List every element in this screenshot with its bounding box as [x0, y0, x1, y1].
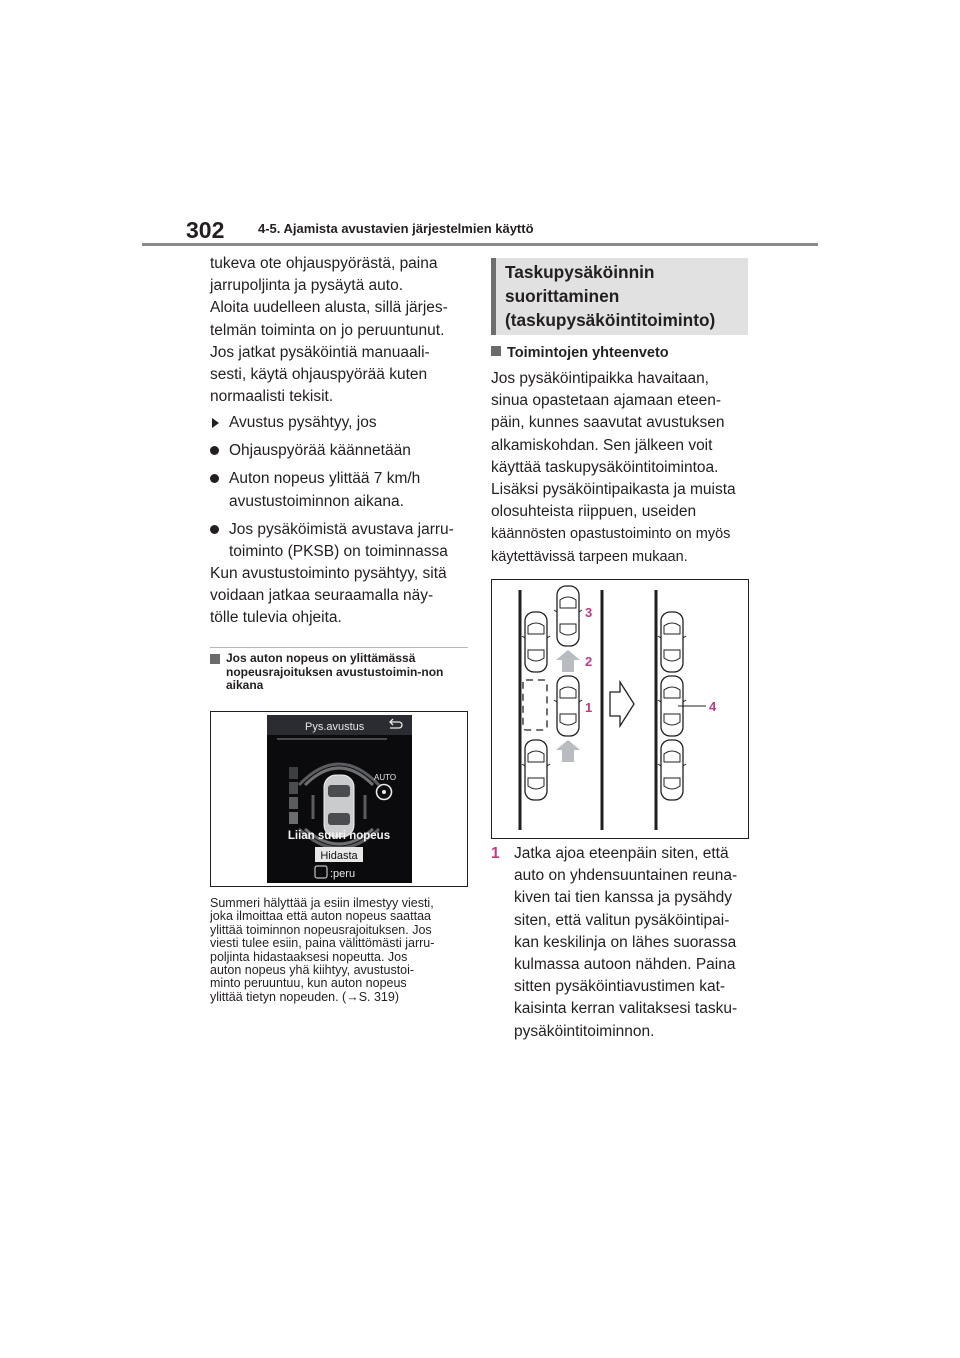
section-header: 4-5. Ajamista avustavien järjestelmien käyttö [258, 221, 534, 236]
header-rule [142, 243, 818, 246]
text-line: jarrupoljinta ja pysäytä auto. [210, 277, 404, 295]
up-arrow-icon [556, 650, 580, 672]
action-text: Hidasta [320, 850, 358, 862]
vehicle-icon [324, 775, 354, 837]
text-line: alkamiskohdan. Sen jälkeen voit [491, 436, 713, 454]
section-title-box [491, 258, 748, 335]
section-accent-bar [491, 258, 496, 335]
text-line: olosuhteista riippuen, useiden [491, 503, 697, 521]
warning-text: Liian suuri nopeus [287, 830, 391, 842]
speed-subheading: Jos auton nopeus on ylittämässä nopeusrajoituksen avustustoimin-non aikana [210, 652, 468, 693]
square-bullet-icon [491, 346, 501, 356]
own-car-position-3 [554, 586, 582, 646]
list-intro: Avustus pysähtyy, jos [210, 412, 472, 434]
step-text: Jatka ajoa eteenpäin siten, että auto on yhdensuuntainen reuna- kiven tai tien kanssa ja pysähdy siten, että valitun pysäköintipai- kan keskilinja on lähes suorassa kulmassa autoon nähden. Paina sitten pysäköintiavustimen kat- kaisinta kerran valitaksesi tasku- pysäköintitoiminnon. [514, 845, 738, 1040]
parked-car [658, 740, 686, 800]
text-line: Jos jatkat pysäköintiä manuaali- [210, 343, 430, 361]
list-item: Jos pysäköimistä avustava jarru-toiminto (PKSB) on toiminnassa [210, 519, 472, 563]
triangle-bullet-icon [212, 418, 219, 428]
text-line: Kun avustustoiminto pysähtyy, sitä [210, 565, 447, 582]
auto-label: AUTO [374, 773, 397, 782]
text-line: normaalisti tekisit. [210, 388, 334, 406]
page-number: 302 [186, 217, 225, 243]
section-title: Taskupysäköinnin suorittaminen (taskupysäköintitoiminto) [505, 262, 716, 330]
text-line: käytettävissä tarpeen mukaan. [491, 548, 688, 565]
text-line: voidaan jatkaa seuraamalla näy- [210, 587, 434, 605]
cancel-text: :peru [330, 868, 356, 880]
parked-car [522, 740, 550, 800]
bullet-dot-icon [210, 446, 219, 455]
text-line: päin, kunnes saavutat avustuksen [491, 414, 725, 432]
text-line: tukeva ote ohjauspyörästä, paina [210, 255, 438, 272]
parking-diagram [491, 579, 749, 839]
cancel-button-icon [315, 866, 327, 878]
display-figure [210, 711, 468, 887]
own-car-position-1 [554, 676, 582, 736]
up-arrow-icon [556, 740, 580, 762]
text-line: Jos pysäköintipaikka havaitaan, [491, 370, 709, 387]
resume-paragraph [210, 563, 470, 630]
text-line: sesti, käytä ohjauspyörää kuten [210, 366, 428, 384]
step-1 [491, 843, 751, 1043]
text-line: telmän toiminta on jo peruuntunut. [210, 321, 445, 339]
speed-bar [289, 767, 298, 824]
bullet-dot-icon [210, 474, 219, 483]
screen-title: Pys.avustus [305, 721, 365, 733]
diagram-label-1: 1 [585, 700, 593, 715]
intro-paragraph [210, 253, 470, 408]
text-line: sinua opastetaan ajamaan eteen- [491, 392, 722, 410]
text-line: käyttää taskupysäköintitoimintoa. [491, 458, 719, 476]
diagram-label-3: 3 [585, 605, 593, 620]
diagram-label-2: 2 [585, 654, 593, 669]
divider [210, 647, 468, 648]
text-line: käännösten opastustoiminto on myös [491, 526, 731, 543]
square-bullet-icon [210, 654, 220, 664]
diagram-label-4: 4 [709, 699, 717, 714]
parked-car [522, 612, 550, 672]
parked-car [658, 612, 686, 672]
text-line: tölle tulevia ohjeita. [210, 609, 342, 627]
multi-info-display [267, 715, 412, 883]
right-arrow-icon [610, 682, 634, 726]
list-item: Auton nopeus ylittää 7 km/h avustustoiminnon aikana. [210, 468, 472, 512]
step-number: 1 [491, 845, 500, 862]
bullet-dot-icon [210, 525, 219, 534]
stop-conditions-list [210, 412, 472, 567]
list-item: Ohjauspyörää käännetään [210, 440, 472, 462]
parking-space [523, 680, 547, 730]
summary-subheading: Toimintojen yhteenveto [491, 345, 669, 361]
text-line: Aloita uudelleen alusta, sillä järjes- [210, 299, 448, 317]
figure-caption: Summeri hälyttää ja esiin ilmestyy viesti, joka ilmoittaa että auton nopeus saattaa ylittää toiminnon nopeusrajoituksen. Jos viesti tulee esiin, paina välittömästi jarru- poljinta hidastaaksesi nopeutta. Jos auton nopeus yhä kiihtyy, avustustoi- minto peruuntuu, kun auton nopeus ylittää tietyn nopeuden. (→S. 319) [210, 896, 435, 1004]
text-line: Lisäksi pysäköintipaikasta ja muista [491, 481, 736, 499]
summary-paragraph [491, 368, 751, 568]
